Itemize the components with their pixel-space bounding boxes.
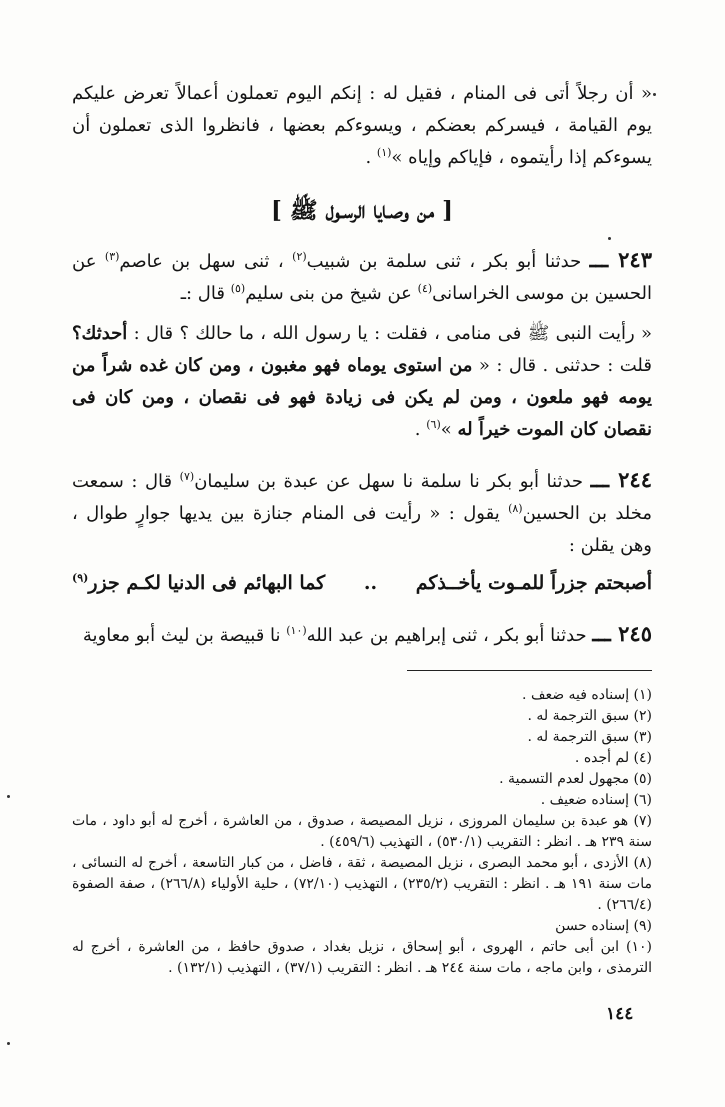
footnote-2: (٢) سبق الترجمة له . — [527, 708, 652, 724]
footnote-ref[interactable]: (٩) — [72, 571, 89, 585]
footnote-10: (١٠) ابن أبى حاتم ، الهروى ، أبو إسحاق ، نزيل بغداد ، صدوق حافظ ، من العاشرة ، أخرج له الترمذى ، وابن ماجه ، مات سنة ٢٤٤ هـ . انظر : التقريب (٣٧/١) ، التهذيب (١٣٢/١) . — [72, 939, 652, 976]
opening-paragraph: « أن رجلاً أتى فى المنام ، فقيل له : إنكم اليوم تعملون أعمالاً تعرض عليكم يوم القيامة ، فيسركم بعضكم ، ويسوءكم بعضها ، فانظروا الذى تعملون أن يسوءكم إذا رأيتموه ، فإياكم وإياه »$^{(١)}$ . — [72, 83, 652, 168]
page-number: ١٤٤ — [606, 1004, 634, 1024]
hadith-number: ٢٤٤ ـــ — [590, 467, 652, 492]
footnote-1: (١) إسناده فيه ضعف . — [522, 687, 652, 703]
footnote-ref[interactable]: (٧) — [179, 470, 195, 483]
footnote-ref[interactable]: (٦) — [426, 418, 441, 431]
page-body — [72, 78, 652, 979]
scan-speck — [7, 1042, 10, 1045]
footnote-5: (٥) مجهول لعدم التسمية . — [499, 771, 652, 787]
footnote-8: (٨) الأزدى ، أبو محمد البصرى ، نزيل المصيصة ، ثقة ، فاضل ، من كبار التاسعة ، أخرج له النسائى ، مات سنة ١٩١ هـ . انظر : التقريب (٢٣٥/٢) ، التهذيب (٧٢/١٠) ، حلية الأولياء (٢٦٦/٨) ، صفة الصفوة (٢٦٦/٤) . — [72, 855, 652, 913]
hadith-243-chain: ٢٤٣ ـــ حدثنا أبو بكر ، ثنى سلمة بن شبيب$^{(٢)}$ ، ثنى سهل بن عاصم$^{(٣)}$ عن الحسين بن موسى الخراسانى$^{(٤)}$ عن شيخ من بنى سليم$^{(٥)}$ قال :ـ — [72, 247, 652, 304]
footnote-ref[interactable]: (٥) — [230, 282, 246, 295]
footnote-ref[interactable]: (٢) — [292, 250, 307, 263]
hadith-245-chain: ٢٤٥ ـــ حدثنا أبو بكر ، ثنى إبراهيم بن عبد الله$^{(١٠)}$ نا قبيصة بن ليث أبو معاوية — [82, 621, 652, 646]
footnote-ref[interactable]: (٤) — [417, 282, 433, 295]
poetry-verse — [72, 566, 652, 600]
footnote-7: (٧) هو عبدة بن سليمان المروزى ، نزيل المصيصة ، صدوق ، من العاشرة ، أخرج له أبو داود ، مات سنة ٢٣٩ هـ . انظر : التقريب (٥٣٠/١) ، التهذيب (٤٥٩/٦) . — [72, 813, 652, 850]
footnote-divider — [407, 670, 652, 671]
hadith-243-text: « رأيت النبى ﷺ فى منامى ، فقلت : يا رسول الله ، ما حالك ؟ قال : أحدثك؟قلت : حدثنى . قال : « من استوى يوماه فهو مغبون ، ومن كان غده شراً من يومه فهو ملعون ، ومن لم يكن فى زيادة فهو فى نقصان ، ومن كان فى نقصان كان الموت خيراً له »$^{(٦)}$ . — [72, 323, 652, 440]
verse-first-half: أصبحتم جزراً للمـوت يأخــذكم — [415, 572, 652, 594]
hadith-number: ٢٤٥ ـــ — [592, 621, 652, 646]
footnote-4: (٤) لم أجده . — [574, 750, 652, 766]
footnotes — [72, 685, 652, 979]
hadith-244-chain: ٢٤٤ ـــ حدثنا أبو بكر نا سلمة نا سهل عن عبدة بن سليمان$^{(٧)}$ قال : سمعت مخلد بن الحسين$^{(٨)}$ يقول : « رأيت فى المنام جنازة بين يديها جوارٍ طوال ، وهن يقلن : — [72, 467, 652, 556]
scan-speck — [608, 237, 611, 240]
scan-speck — [7, 795, 10, 798]
verse-separator: .. — [363, 572, 378, 594]
verse-second-half: كما البهائم فى الدنيا لكـم جزر$^{(٩)}$ — [72, 571, 326, 594]
footnote-6: (٦) إسناده ضعيف . — [540, 792, 652, 808]
footnote-ref[interactable]: (٨) — [508, 502, 523, 515]
section-heading: [ من وصـايا الرسـول ﷺ ] — [271, 197, 453, 224]
footnote-ref[interactable]: (١٠) — [286, 624, 307, 637]
footnote-ref[interactable]: (١) — [376, 146, 392, 159]
footnote-ref[interactable]: (٣) — [104, 250, 120, 263]
scan-speck — [653, 93, 656, 96]
hadith-number: ٢٤٣ ـــ — [589, 247, 652, 272]
footnote-3: (٣) سبق الترجمة له . — [527, 729, 652, 745]
footnote-9: (٩) إسناده حسن — [555, 918, 652, 934]
